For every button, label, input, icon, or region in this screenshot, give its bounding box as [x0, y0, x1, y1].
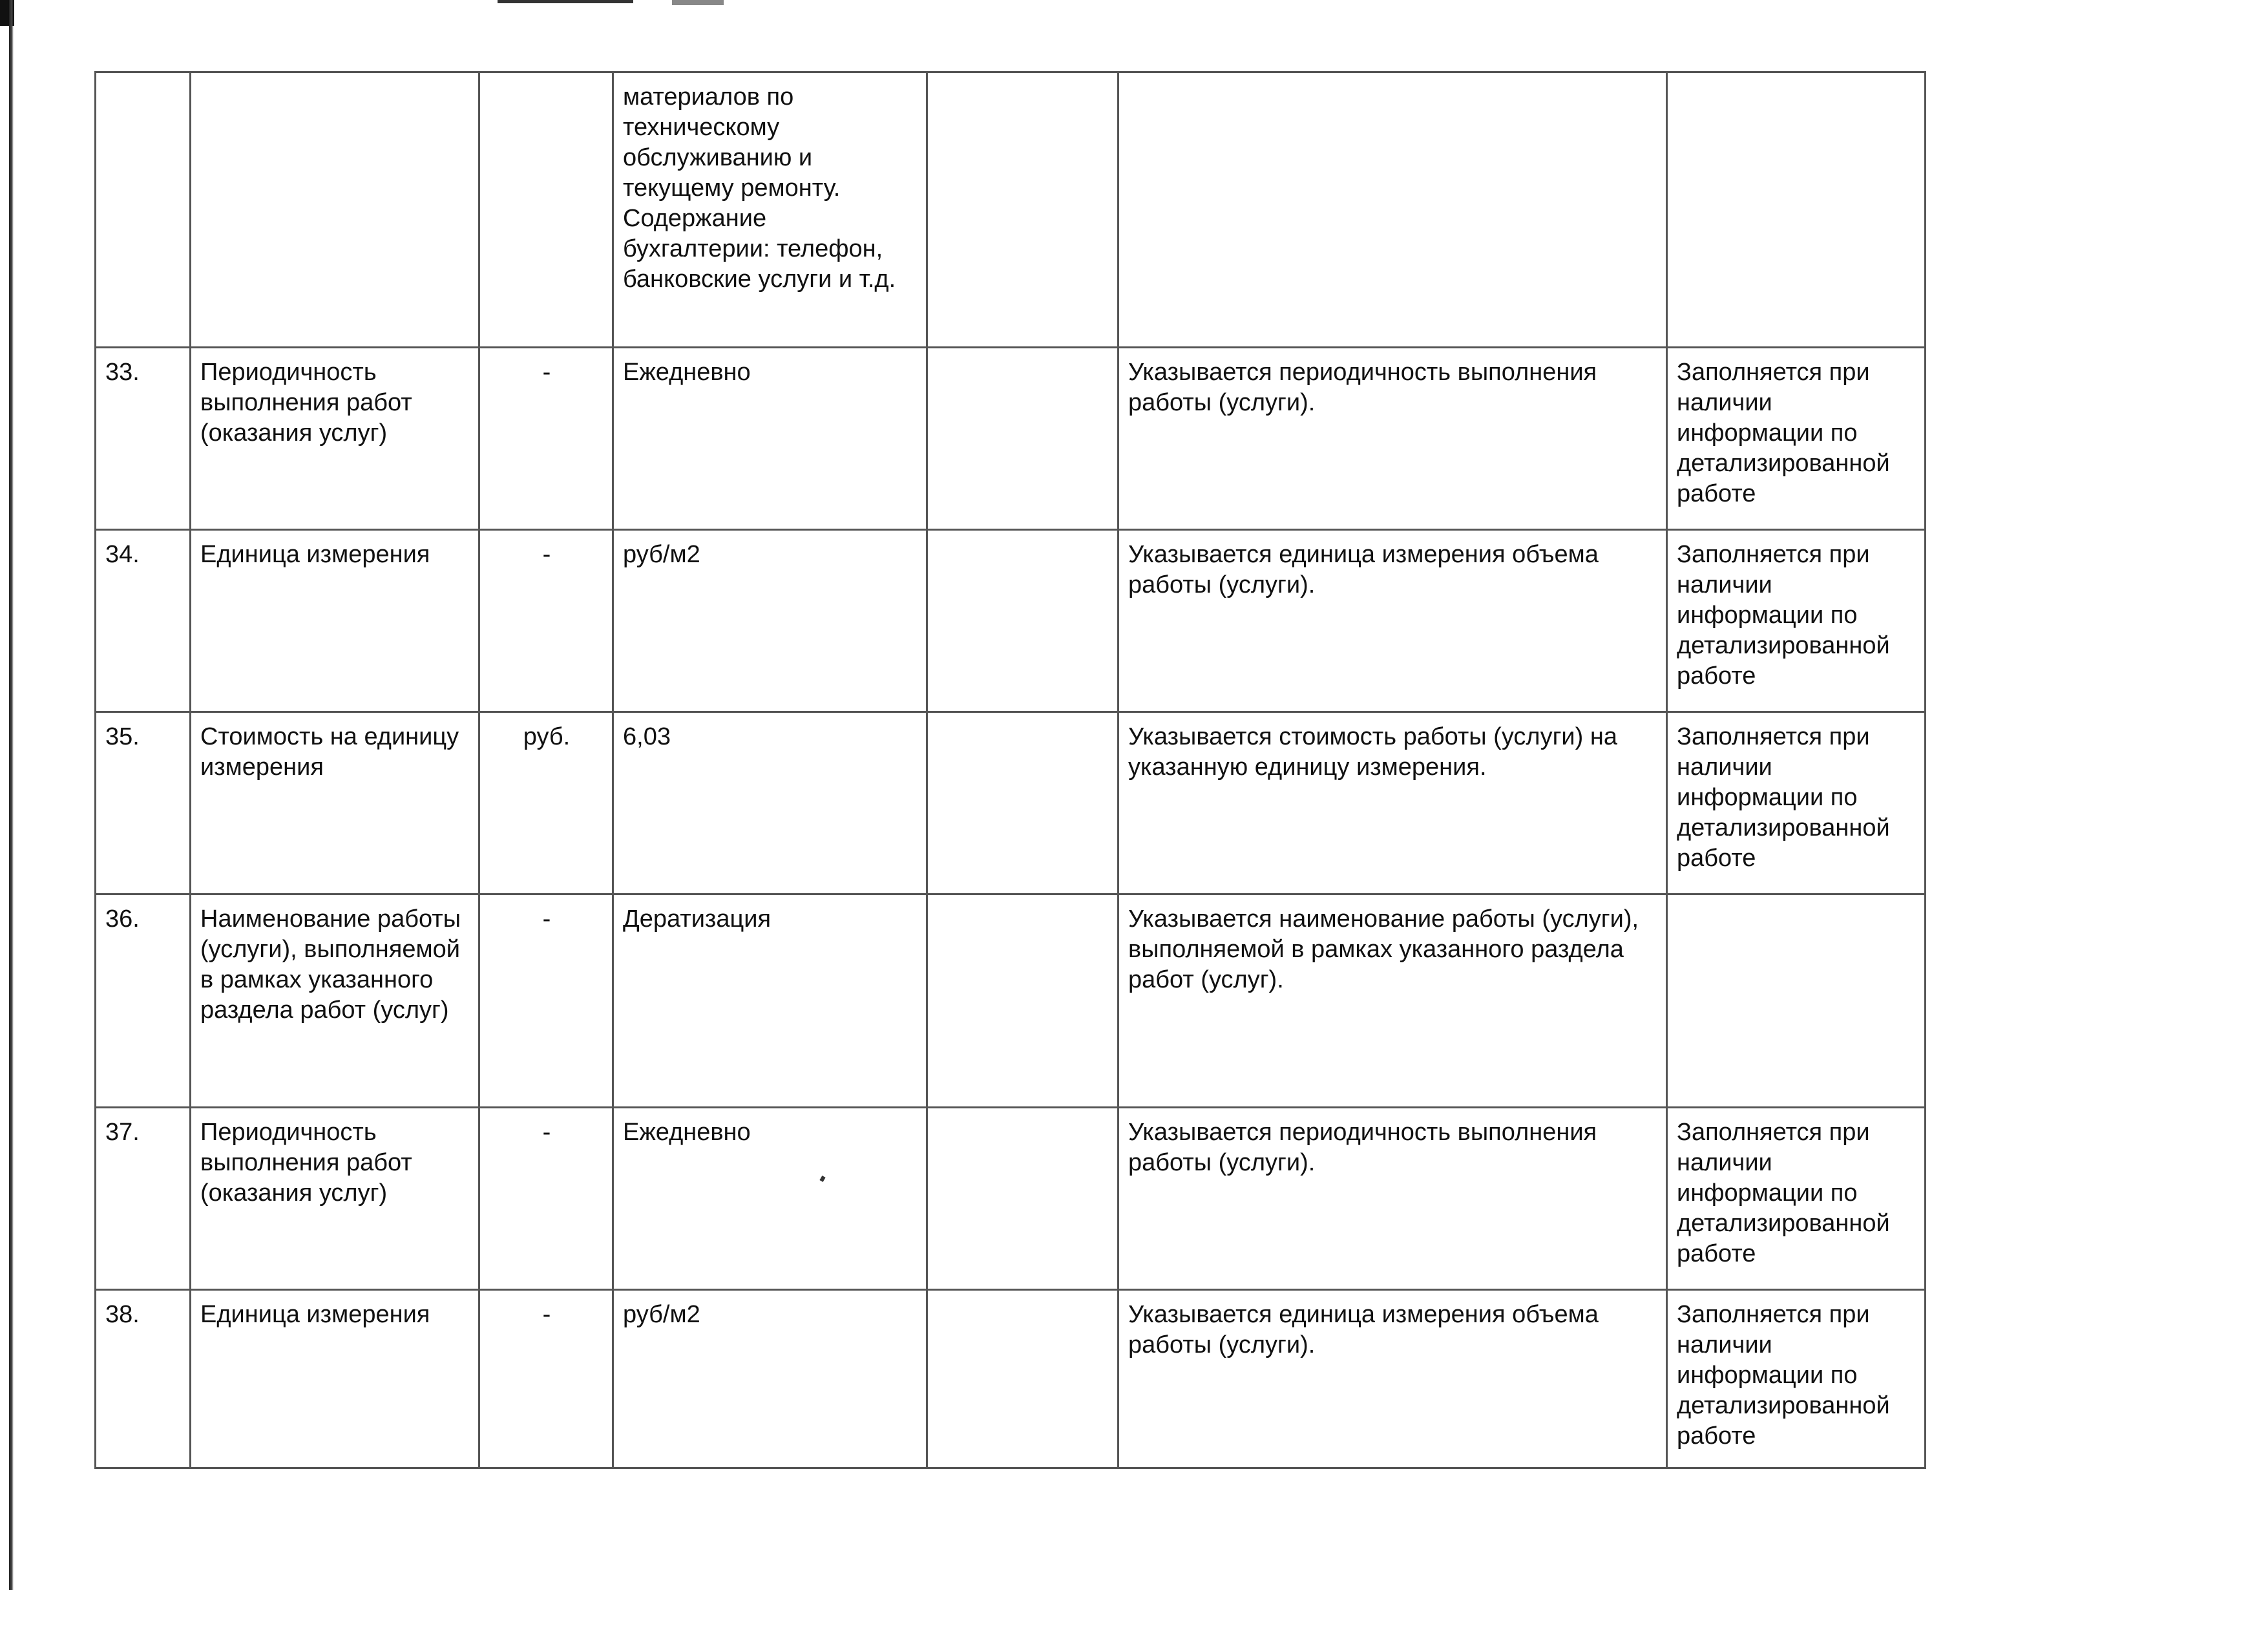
table-row: [96, 1290, 1926, 1468]
cell-name: [191, 72, 479, 348]
cell-unit: руб.: [479, 712, 613, 894]
cell-unit: -: [479, 530, 613, 712]
cell-number: 35.: [96, 712, 191, 894]
cell-description: Указывается стоимость работы (услуги) на указанную единицу измерения.: [1118, 712, 1667, 894]
cell-number: 36.: [96, 894, 191, 1108]
cell-extra: [927, 712, 1118, 894]
scan-edge-shadow: [9, 0, 14, 1590]
cell-description: Указывается периодичность выполнения работы (услуги).: [1118, 1108, 1667, 1290]
cell-extra: [927, 348, 1118, 530]
table-row: [96, 712, 1926, 894]
cell-unit: -: [479, 894, 613, 1108]
cell-value: Ежедневно: [613, 348, 927, 530]
cell-note: Заполняется при наличии информации по детализированной работе: [1667, 1290, 1926, 1468]
cell-unit: -: [479, 348, 613, 530]
cell-name: Единица измерения: [191, 1290, 479, 1468]
cell-extra: [927, 530, 1118, 712]
cell-description: Указывается наименование работы (услуги), выполняемой в рамках указанного раздела работ (услуг).: [1118, 894, 1667, 1108]
cell-extra: [927, 1108, 1118, 1290]
cell-name: Стоимость на единицу измерения: [191, 712, 479, 894]
cell-value: Дератизация: [613, 894, 927, 1108]
cell-unit: [479, 72, 613, 348]
cell-value: материалов по техническому обслуживанию и текущему ремонту. Содержание бухгалтерии: телефон, банковские услуги и т.д.: [613, 72, 927, 348]
cell-note: [1667, 72, 1926, 348]
table-row: [96, 1108, 1926, 1290]
scan-artifact-mark: [498, 0, 633, 3]
cell-name: Единица измерения: [191, 530, 479, 712]
cell-number: 33.: [96, 348, 191, 530]
cell-extra: [927, 894, 1118, 1108]
table-row-continuation: [96, 72, 1926, 348]
cell-unit: -: [479, 1290, 613, 1468]
cell-value: руб/м2: [613, 530, 927, 712]
cell-description: Указывается периодичность выполнения работы (услуги).: [1118, 348, 1667, 530]
cell-number: 38.: [96, 1290, 191, 1468]
cell-unit: -: [479, 1108, 613, 1290]
cell-note: Заполняется при наличии информации по детализированной работе: [1667, 712, 1926, 894]
cell-value: 6,03: [613, 712, 927, 894]
cell-extra: [927, 1290, 1118, 1468]
table-row: [96, 348, 1926, 530]
cell-number: 34.: [96, 530, 191, 712]
cell-description: Указывается единица измерения объема работы (услуги).: [1118, 530, 1667, 712]
cell-note: [1667, 894, 1926, 1108]
cell-description: [1118, 72, 1667, 348]
table-row: [96, 530, 1926, 712]
cell-value: руб/м2: [613, 1290, 927, 1468]
cell-extra: [927, 72, 1118, 348]
services-table: [94, 71, 1926, 1469]
cell-value: Ежедневно: [613, 1108, 927, 1290]
cell-name: Наименование работы (услуги), выполняемой в рамках указанного раздела работ (услуг): [191, 894, 479, 1108]
cell-note: Заполняется при наличии информации по детализированной работе: [1667, 530, 1926, 712]
scan-artifact-mark: [672, 0, 724, 5]
cell-description: Указывается единица измерения объема работы (услуги).: [1118, 1290, 1667, 1468]
cell-number: [96, 72, 191, 348]
cell-note: Заполняется при наличии информации по детализированной работе: [1667, 348, 1926, 530]
cell-note: Заполняется при наличии информации по детализированной работе: [1667, 1108, 1926, 1290]
cell-name: Периодичность выполнения работ (оказания услуг): [191, 348, 479, 530]
table-row: [96, 894, 1926, 1108]
cell-number: 37.: [96, 1108, 191, 1290]
cell-name: Периодичность выполнения работ (оказания услуг): [191, 1108, 479, 1290]
